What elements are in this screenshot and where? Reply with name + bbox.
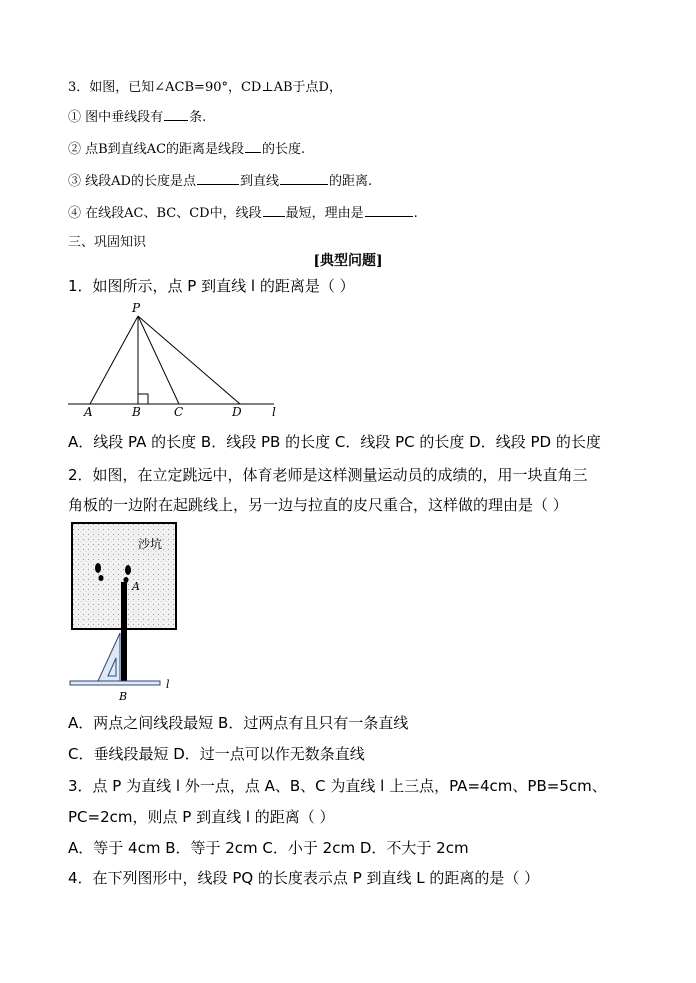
triangle-ruler-icon <box>98 633 120 681</box>
label-P: P <box>132 301 141 315</box>
q1-stem: 1．如图所示，点 P 到直线 l 的距离是（ ） <box>68 277 355 295</box>
label-B: B <box>132 405 141 419</box>
pit-label: 沙坑 <box>138 537 163 551</box>
q1-figure <box>60 298 290 422</box>
item-4: ④ 在线段AC、BC、CD中，线段 最短，理由是 . <box>68 202 418 221</box>
answer-blank <box>164 106 188 121</box>
label-l: l <box>272 405 276 419</box>
label-B: B <box>119 690 128 703</box>
q2-stem-line1: 2．如图，在立定跳远中，体育老师是这样测量运动员的成绩的，用一块直角三 <box>68 466 588 484</box>
q1-options: A．线段 PA 的长度 B．线段 PB 的长度 C．线段 PC 的长度 D．线段 PD 的长度 <box>68 433 601 451</box>
q3-stem-line1: 3．点 P 为直线 l 外一点，点 A、B、C 为直线 l 上三点，PA=4cm、PB=5cm、 <box>68 777 607 795</box>
item-1: ① 图中垂线段有 条. <box>68 106 206 125</box>
q3-stem: 3．如图，已知∠ACB=90°，CD⊥AB于点D， <box>68 80 342 95</box>
label-D: D <box>232 405 242 419</box>
answer-blank <box>280 170 328 185</box>
item-3: ③ 线段AD的长度是点 到直线 的距离. <box>68 170 372 189</box>
label-l: l <box>166 678 170 691</box>
q3-options: A．等于 4cm B．等于 2cm C．小于 2cm D．不大于 2cm <box>68 839 469 857</box>
q2-figure <box>62 518 192 704</box>
q3-stem-line2: PC=2cm，则点 P 到直线 l 的距离（ ） <box>68 808 335 826</box>
label-A: A <box>84 405 93 419</box>
answer-blank <box>245 138 261 153</box>
section-title: 三、巩固知识 <box>68 235 147 250</box>
q2-options-line1: A．两点之间线段最短 B．过两点有且只有一条直线 <box>68 714 409 732</box>
subheading: [典型问题] <box>313 253 383 269</box>
label-A: A <box>132 580 140 593</box>
q2-stem-line2: 角板的一边附在起跳线上，另一边与拉直的皮尺重合，这样做的理由是（ ） <box>68 496 568 514</box>
answer-blank <box>263 202 285 217</box>
answer-blank <box>197 170 239 185</box>
start-line <box>70 681 160 685</box>
label-C: C <box>174 405 184 419</box>
item-2: ② 点B到直线AC的距离是线段 的长度. <box>68 138 305 157</box>
q4-stem: 4．在下列图形中，线段 PQ 的长度表示点 P 到直线 L 的距离的是（ ） <box>68 869 540 887</box>
q2-options-line2: C．垂线段最短 D．过一点可以作无数条直线 <box>68 745 365 763</box>
answer-blank <box>365 202 413 217</box>
tape <box>121 582 127 684</box>
